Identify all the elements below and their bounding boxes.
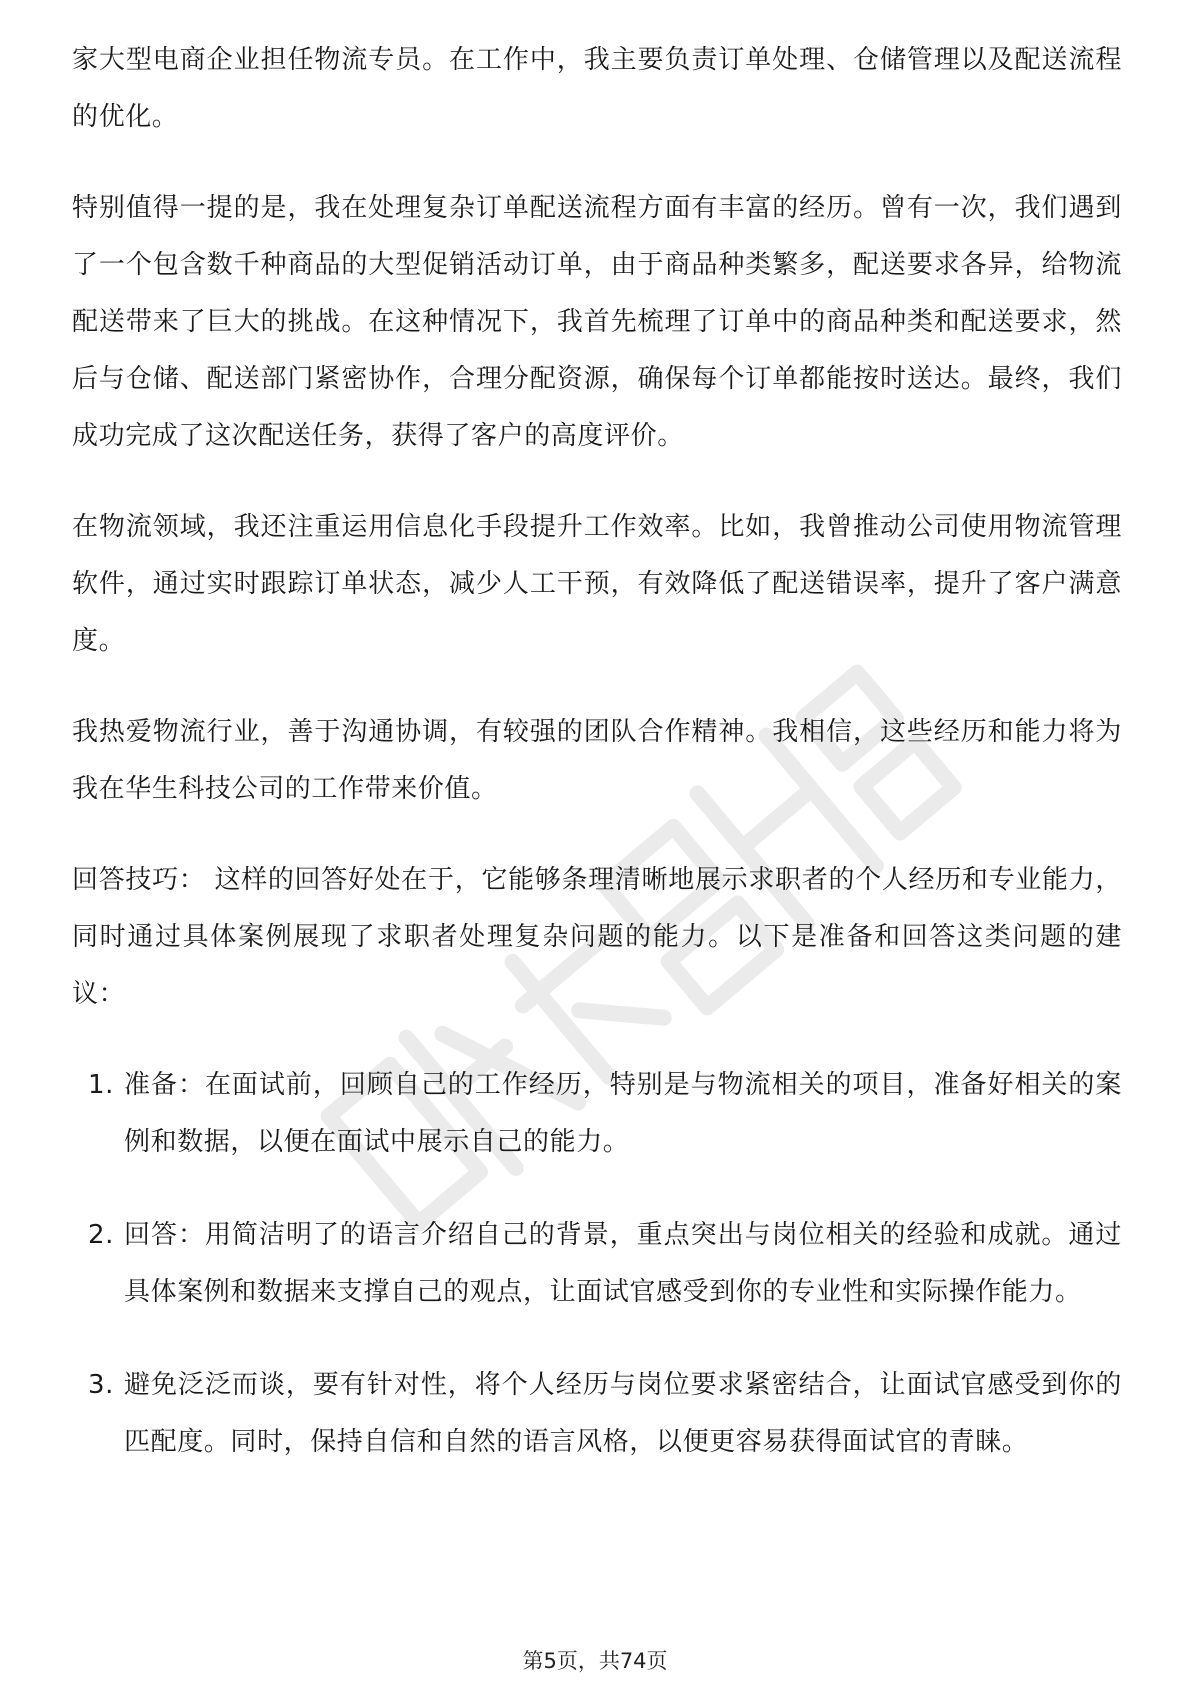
list-number: 2. bbox=[88, 1220, 115, 1250]
list-text: 避免泛泛而谈，要有针对性，将个人经历与岗位要求紧密结合，让面试官感受到你的匹配度。同时，保持自信和自然的语言风格，以便更容易获得面试官的青睐。 bbox=[124, 1370, 1122, 1457]
list-text: 回答：用简洁明了的语言介绍自己的背景，重点突出与岗位相关的经验和成就。通过具体案例和数据来支撑自己的观点，让面试官感受到你的专业性和实际操作能力。 bbox=[124, 1220, 1122, 1307]
paragraph-answer-tips: 回答技巧： 这样的回答好处在于，它能够条理清晰地展示求职者的个人经历和专业能力，同时通过具体案例展现了求职者处理复杂问题的能力。以下是准备和回答这类问题的建议： bbox=[72, 865, 1122, 1009]
list-item bbox=[72, 1207, 1122, 1321]
list-number: 1. bbox=[88, 1070, 115, 1100]
tips-list bbox=[72, 1057, 1122, 1471]
paragraph-passion: 我热爱物流行业，善于沟通协调，有较强的团队合作精神。我相信，这些经历和能力将为我在华生科技公司的工作带来价值。 bbox=[72, 717, 1122, 804]
list-item bbox=[72, 1057, 1122, 1171]
list-item bbox=[72, 1357, 1122, 1471]
list-text: 准备：在面试前，回顾自己的工作经历，特别是与物流相关的项目，准备好相关的案例和数据，以便在面试中展示自己的能力。 bbox=[124, 1070, 1122, 1157]
paragraph-intro: 家大型电商企业担任物流专员。在工作中，我主要负责订单处理、仓储管理以及配送流程的优化。 bbox=[72, 45, 1122, 132]
page-footer: 第5页，共74页 bbox=[522, 1649, 668, 1673]
paragraph-complex-order: 特别值得一提的是，我在处理复杂订单配送流程方面有丰富的经历。曾有一次，我们遇到了一个包含数千种商品的大型促销活动订单，由于商品种类繁多，配送要求各异，给物流配送带来了巨大的挑战。在这种情况下，我首先梳理了订单中的商品种类和配送要求，然后与仓储、配送部门紧密协作，合理分配资源，确保每个订单都能按时送达。最终，我们成功完成了这次配送任务，获得了客户的高度评价。 bbox=[72, 193, 1122, 451]
document-body bbox=[72, 32, 1122, 1507]
list-number: 3. bbox=[88, 1370, 115, 1400]
paragraph-informatization: 在物流领域，我还注重运用信息化手段提升工作效率。比如，我曾推动公司使用物流管理软件，通过实时跟踪订单状态，减少人工干预，有效降低了配送错误率，提升了客户满意度。 bbox=[72, 512, 1122, 656]
